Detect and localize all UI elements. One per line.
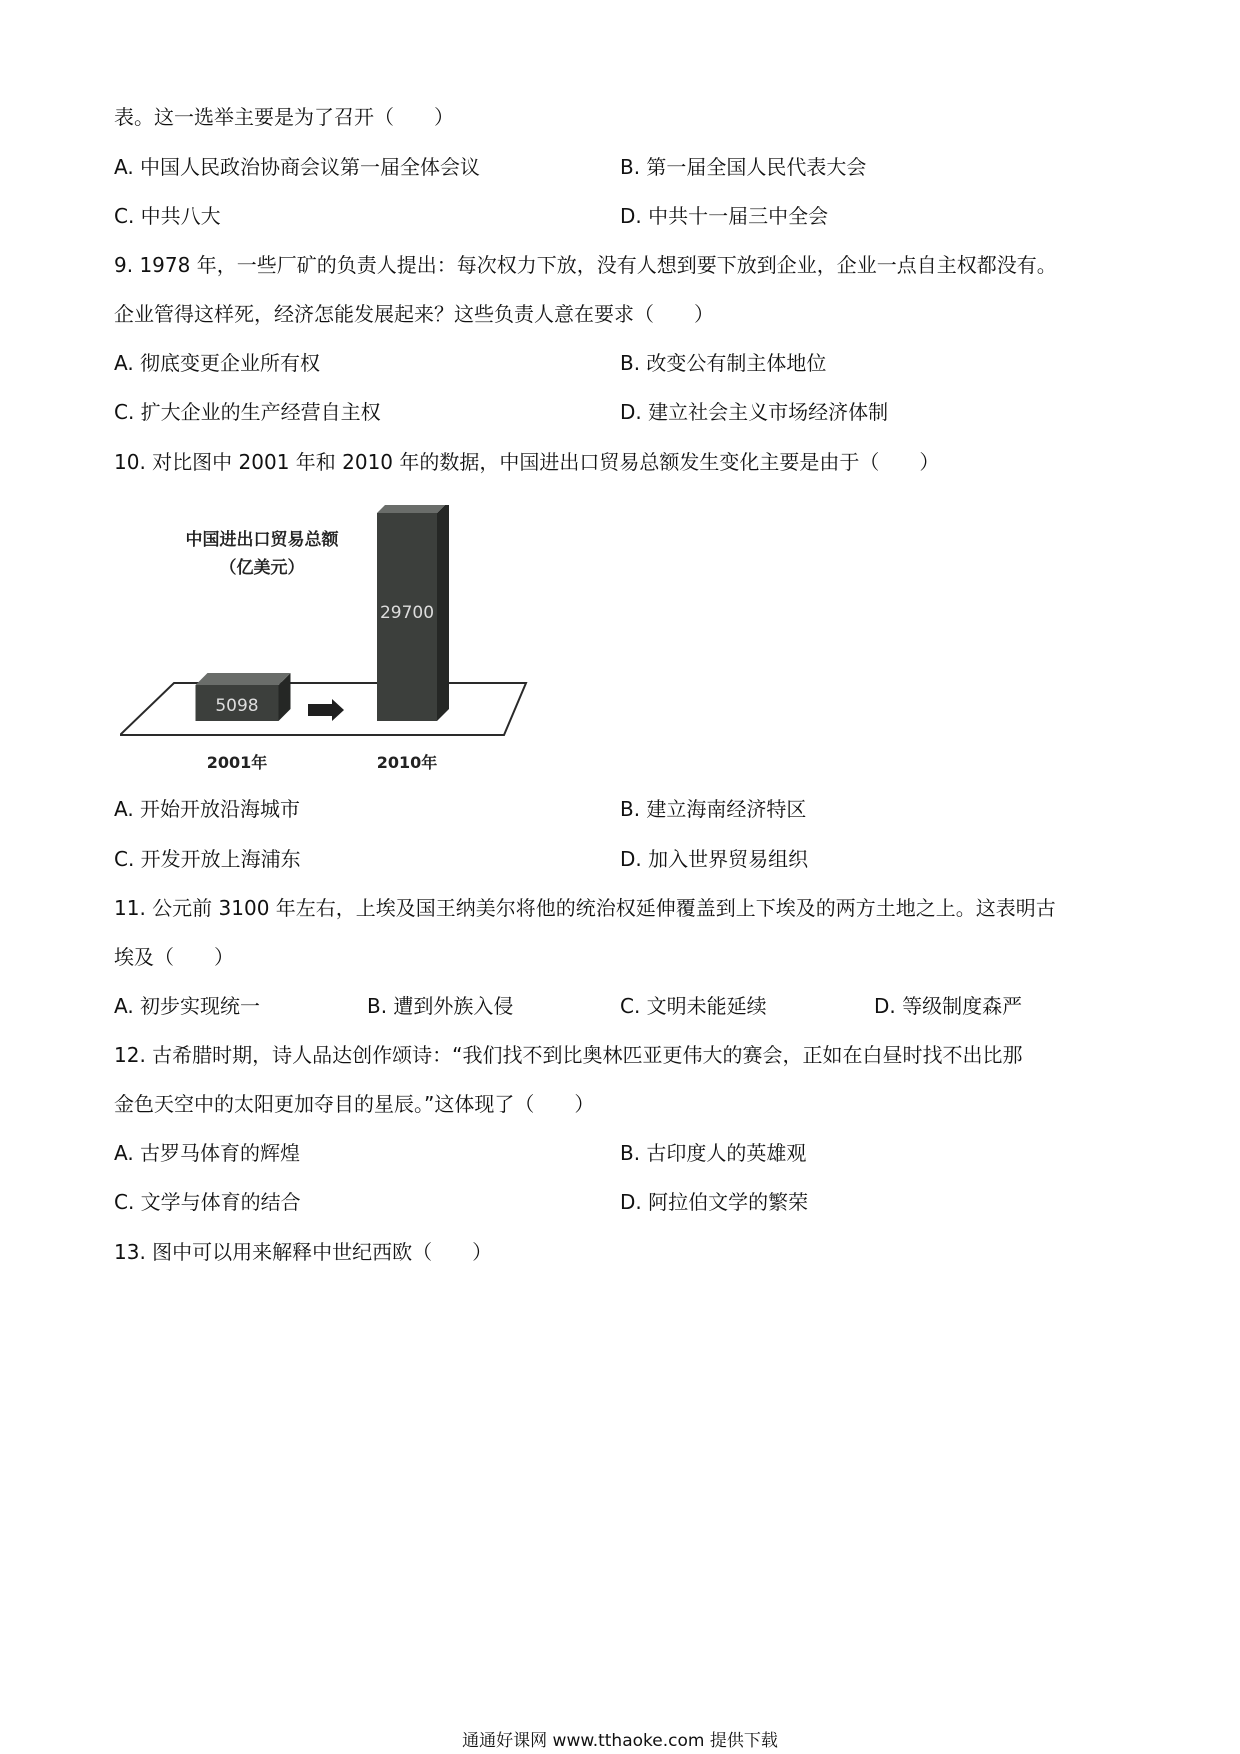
q9-option-a[interactable]: A. 彻底变更企业所有权 [114, 351, 321, 375]
q11-stem-line1: 11. 公元前 3100 年左右，上埃及国王纳美尔将他的统治权延伸覆盖到上下埃及的两方土地之上。这表明古 [114, 896, 1056, 920]
q10-option-c[interactable]: C. 开发开放上海浦东 [114, 847, 301, 871]
q12-stem-line2: 金色天空中的太阳更加夺目的星辰。”这体现了（ ） [114, 1092, 595, 1116]
bar-side [437, 505, 449, 721]
q10-stem: 10. 对比图中 2001 年和 2010 年的数据，中国进出口贸易总额发生变化主要是由于（ ） [114, 450, 940, 474]
q13-stem: 13. 图中可以用来解释中世纪西欧（ ） [114, 1240, 493, 1264]
bar-value-label: 29700 [379, 603, 435, 623]
q11-option-c[interactable]: C. 文明未能延续 [620, 994, 767, 1018]
q9-option-b[interactable]: B. 改变公有制主体地位 [620, 351, 827, 375]
bar-2001年 [196, 673, 291, 721]
bar-2010年 [377, 505, 449, 721]
q9-stem-line2: 企业管得这样死，经济怎能发展起来？这些负责人意在要求（ ） [114, 302, 714, 326]
q11-option-b[interactable]: B. 遭到外族入侵 [367, 994, 514, 1018]
bar-top [377, 505, 449, 513]
q9-stem-line1: 9. 1978 年，一些厂矿的负责人提出：每次权力下放，没有人想到要下放到企业，企业一点自主权都没有。 [114, 253, 1057, 277]
q11-option-a[interactable]: A. 初步实现统一 [114, 994, 261, 1018]
q9-option-d[interactable]: D. 建立社会主义市场经济体制 [620, 400, 889, 424]
q12-stem-line1: 12. 古希腊时期，诗人品达创作颂诗：“我们找不到比奥林匹亚更伟大的赛会，正如在白昼时找不出比那 [114, 1043, 1023, 1067]
q8-stem-tail: 表。这一选举主要是为了召开（ ） [114, 105, 454, 129]
q11-option-d[interactable]: D. 等级制度森严 [874, 994, 1023, 1018]
q8-option-a[interactable]: A. 中国人民政治协商会议第一届全体会议 [114, 155, 481, 179]
page-footer[interactable]: 通通好课网 www.tthaoke.com 提供下载 [462, 1731, 778, 1751]
q12-option-c[interactable]: C. 文学与体育的结合 [114, 1190, 301, 1214]
chart-title: 中国进出口贸易总额 [185, 530, 339, 550]
x-tick-label: 2010年 [376, 753, 438, 772]
bar-value-label: 5098 [215, 696, 259, 716]
q10-option-d[interactable]: D. 加入世界贸易组织 [620, 847, 809, 871]
q10-option-b[interactable]: B. 建立海南经济特区 [620, 797, 807, 821]
q12-option-d[interactable]: D. 阿拉伯文学的繁荣 [620, 1190, 809, 1214]
q9-option-c[interactable]: C. 扩大企业的生产经营自主权 [114, 400, 381, 424]
q12-option-a[interactable]: A. 古罗马体育的辉煌 [114, 1141, 301, 1165]
trade-volume-chart [120, 505, 540, 775]
x-tick-label: 2001年 [206, 753, 268, 772]
q10-option-a[interactable]: A. 开始开放沿海城市 [114, 797, 301, 821]
q12-option-b[interactable]: B. 古印度人的英雄观 [620, 1141, 807, 1165]
q8-option-c[interactable]: C. 中共八大 [114, 204, 221, 228]
q8-option-d[interactable]: D. 中共十一届三中全会 [620, 204, 829, 228]
q11-stem-line2: 埃及（ ） [114, 945, 234, 969]
chart-unit: （亿美元） [219, 558, 305, 578]
bar-top [196, 673, 291, 685]
q8-option-b[interactable]: B. 第一届全国人民代表大会 [620, 155, 867, 179]
